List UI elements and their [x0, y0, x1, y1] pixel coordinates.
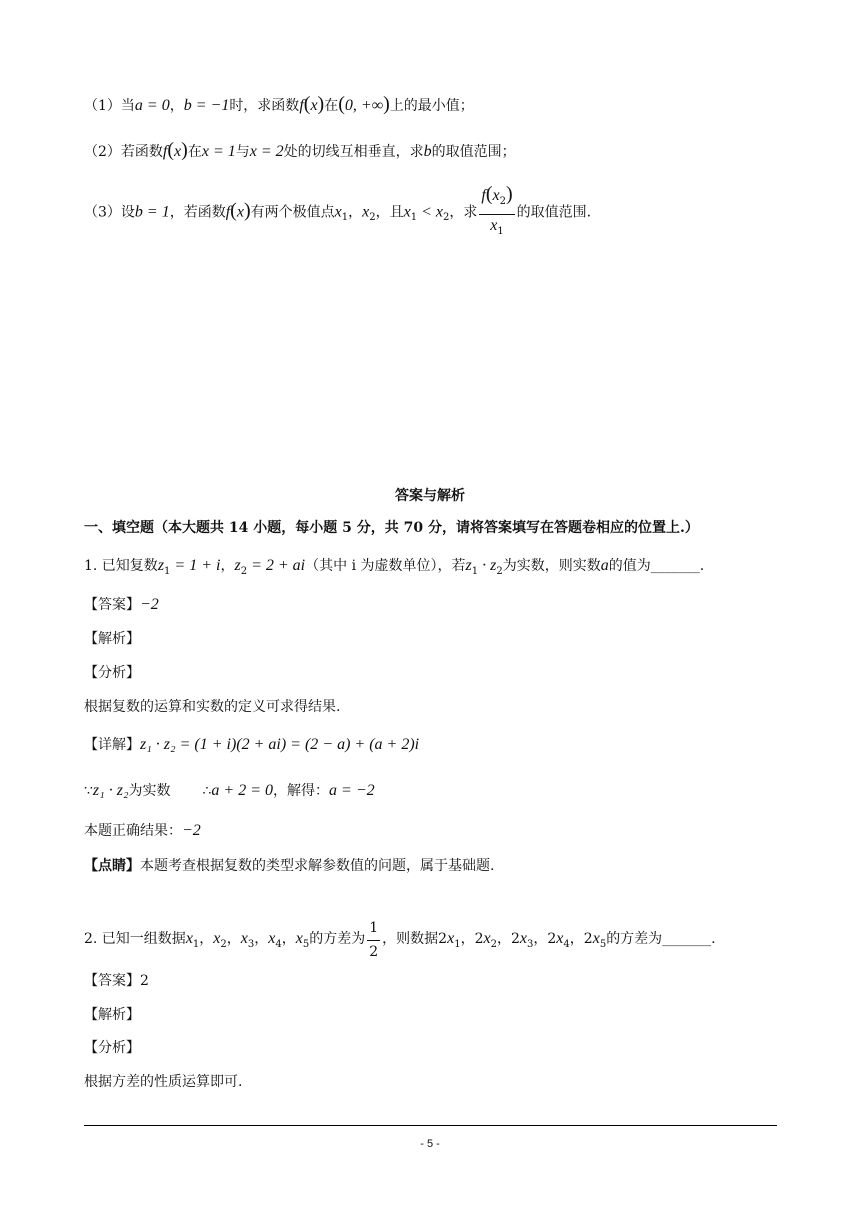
problem-2-fenxi-label: 【分析】: [84, 1040, 140, 1056]
var-b: b: [183, 97, 192, 114]
answer-heading: 答案与解析: [395, 488, 465, 504]
problem-2-fenxi: 根据方差的性质运算即可.: [84, 1074, 243, 1090]
problem-1-fenxi-label: 【分析】: [84, 665, 140, 681]
fraction-one-half: $\frac{1}{2}$: [367, 916, 380, 963]
var-a: a: [134, 97, 143, 114]
footer-divider: [84, 1125, 777, 1126]
problem-2-answer: 【答案】2: [84, 973, 149, 989]
problem-1-fenxi: 根据复数的运算和实数的定义可求得结果.: [84, 699, 341, 715]
interval: 0, +∞: [344, 97, 384, 114]
problem-1-detail: 【详解】z₁ · z₂ = (1 + i)(2 + ai) = (2 − a) + (a + 2)i: [84, 736, 420, 753]
page-number: - 5 -: [420, 1138, 440, 1150]
problem-1-stem: 1. 已知复数$z_1 = 1 + i$，$z_2 = 2 + ai$（其中 i 为虚数单位），若$z_1 \cdot z_2$为实数，则实数a的值为_______.: [84, 557, 705, 577]
question-3: （3）设b = 1，若函数f(x)有两个极值点$x_1$，$x_2$，且$x_1 < x_2$，求 $\frac{f(x_2)}{x_1}$ 的取值范围.: [84, 182, 591, 243]
problem-2-analysis-label: 【解析】: [84, 1007, 140, 1023]
problem-1-conclusion: 本题正确结果：−2: [84, 822, 201, 839]
problem-1-comment: 【点睛】本题考查根据复数的类型求解参数值的问题，属于基础题.: [84, 858, 495, 874]
detail-expression: z₁ · z₂ = (1 + i)(2 + ai) = (2 − a) + (a + 2)i: [140, 736, 420, 753]
problem-1-analysis-label: 【解析】: [84, 631, 140, 647]
problem-1-answer: 【答案】−2: [84, 596, 159, 613]
question-1: （1）当a = 0，b = −1时，求函数f(x)在(0, +∞)上的最小值；: [84, 93, 474, 115]
question-2: （2）若函数f(x)在x = 1与x = 2处的切线互相垂直，求b的取值范围；: [84, 139, 516, 161]
fraction-f-x2-over-x1: $\frac{f(x_2)}{x_1}$: [481, 183, 513, 237]
problem-1-reasoning: ∵z₁ · z₂为实数 ∴a + 2 = 0，解得：a = −2: [84, 782, 375, 799]
section-title: 一、填空题（本大题共 14 小题，每小题 5 分，共 70 分，请将答案填写在答题卷相应的位置上.）: [84, 520, 699, 536]
problem-2-stem: 2. 已知一组数据$x_1$，$x_2$，$x_3$，$x_4$，$x_5$的方差为 $\frac{1}{2}$ ，则数据$2x_1$，$2x_2$，$2x_3$，$2x_4$，$2x_5$的方差为_______.: [84, 914, 716, 970]
